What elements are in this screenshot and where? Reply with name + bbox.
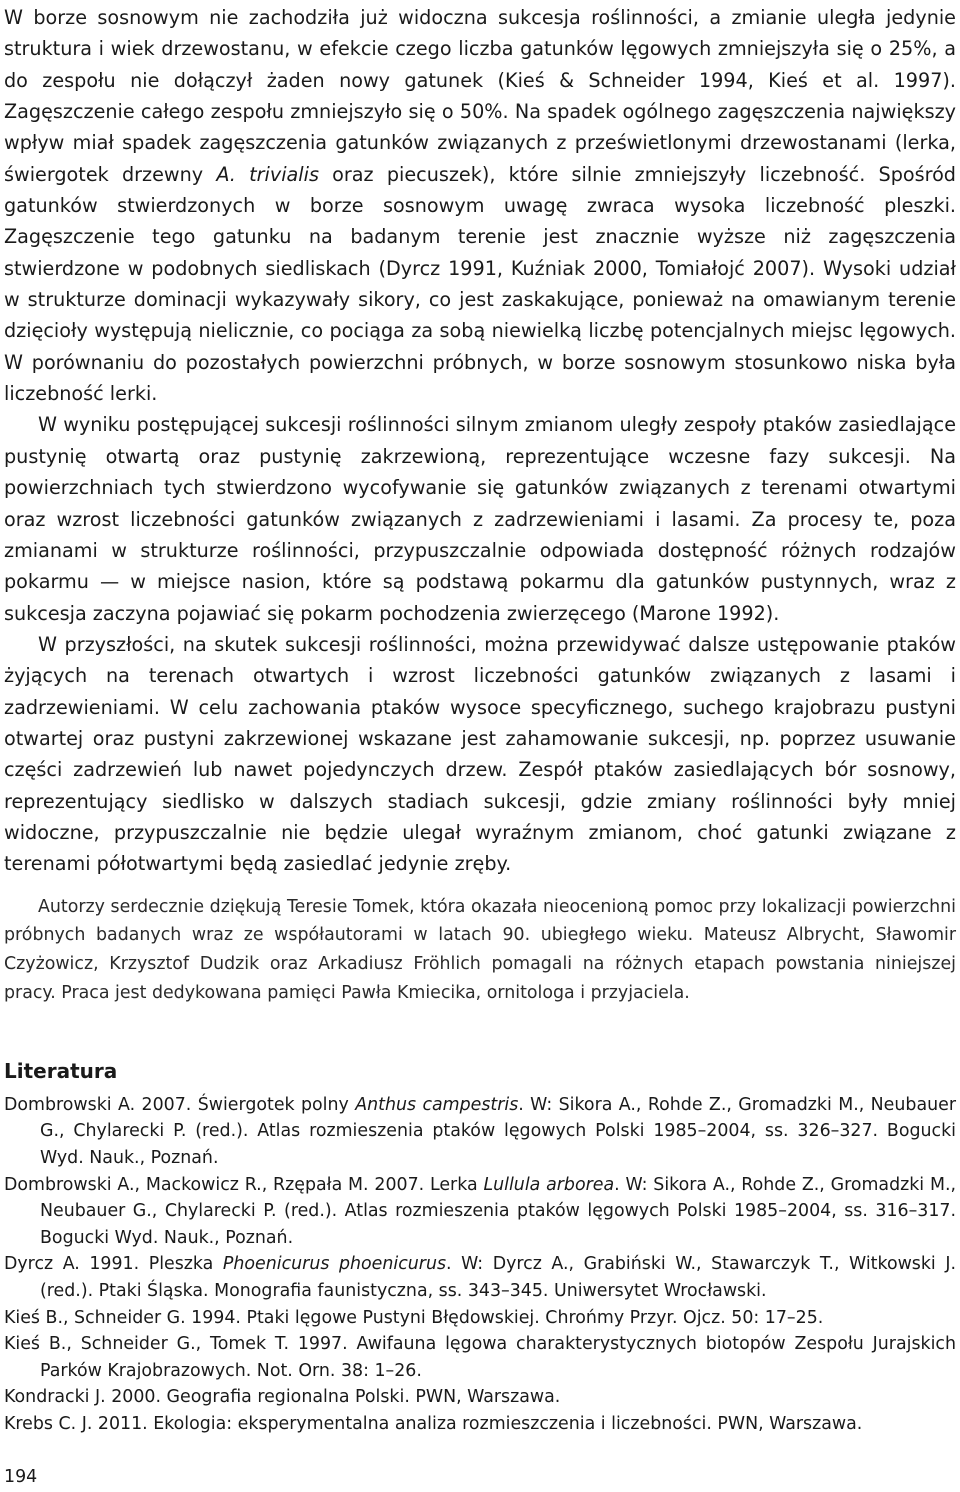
reference-text-rest: . W: Sikora A., Rohde Z., Gromadzki M., Neubauer G., Chylarecki P. (red.). Atlas rozmieszenia ptaków lęgowych Polski 1985–2004, ss. 316–317. Bogucki Wyd. Nauk., Poznań.: [40, 1174, 957, 1248]
reference-item: [4, 1331, 956, 1384]
reference-text: Krebs C. J. 2011. Ekologia: eksperymentalna analiza rozmieszczenia i liczebności. PWN, Warszawa.: [4, 1413, 863, 1434]
paragraph-1-continuation: oraz piecuszek), które silnie zmniejszyły liczebność. Spośród gatunków stwierdzonych w borze sosnowym uwagę zwraca wysoka liczebność pleszki. Zagęszczenie tego gatunku na badanym terenie jest znacznie wyższe niż zagęszczenia stwierdzone w podobnych siedliskach (Dyrcz 1991, Kuźniak 2000, Tomiałojć 2007). Wysoki udział w strukturze dominacji wykazywały sikory, co jest zaskakujące, ponieważ na omawianym terenie dzięcioły występują nielicznie, co pociąga za sobą niewielką liczbę potencjalnych miejsc lęgowych. W porównaniu do pozostałych powierzchni próbnych, w borze sosnowym stosunkowo niska była liczebność lerki.: [4, 162, 956, 406]
reference-text: Kieś B., Schneider G., Tomek T. 1997. Awifauna lęgowa charakterystycznych biotopów Zespołu Jurajskich Parków Krajobrazowych. Not. Orn. 38: 1–26.: [4, 1334, 956, 1381]
literature-heading: Literatura: [4, 1058, 118, 1083]
reference-item: [4, 1384, 956, 1411]
reference-text: Dombrowski A. 2007. Świergotek polny: [4, 1094, 356, 1115]
reference-text: Dyrcz A. 1991. Pleszka: [4, 1254, 223, 1275]
paragraph-2: W wyniku postępującej sukcesji roślinności silnym zmianom uległy zespoły ptaków zasiedlające pustynię otwartą oraz pustynię zakrzewioną, reprezentujące wczesne fazy sukcesji. Na powierzchniach tych stwierdzono wycofywanie się gatunków związanych z terenami otwartymi oraz wzrost liczebności gatunków związanych z zadrzewieniami i lasami. Za procesy te, poza zmianami w strukturze roślinności, przypuszczalnie odpowiada dostępność różnych rodzajów pokarmu — w miejsce nasion, które są podstawą pokarmu dla gatunków pustynnych, wraz z sukcesja zaczyna pojawiać się pokarm pochodzenia zwierzęcego (Marone 1992).: [4, 413, 956, 625]
reference-list: [4, 1092, 956, 1438]
paragraph-1: [4, 2, 956, 409]
reference-text: Kieś B., Schneider G. 1994. Ptaki lęgowe Pustyni Błędowskiej. Chrońmy Przyr. Ojcz. 50: 17–25.: [4, 1307, 824, 1328]
reference-italic: Phoenicurus phoenicurus: [222, 1254, 447, 1275]
body-text: [4, 2, 956, 880]
page-number: 194: [4, 1467, 38, 1487]
reference-item: [4, 1172, 956, 1252]
reference-italic: Lullula arborea: [483, 1174, 615, 1195]
document-page: [4, 0, 956, 1438]
species-name-italic: A. trivialis: [216, 162, 319, 186]
paragraph-3: W przyszłości, na skutek sukcesji roślinności, można przewidywać dalsze ustępowanie ptaków żyjących na terenach otwartych i wzrost liczebności gatunków związanych z lasami i zadrzewieniami. W celu zachowania ptaków wysoce specyficznego, suchego krajobrazu pustyni otwartej oraz pustyni zakrzewionej wskazane jest zahamowanie sukcesji, np. poprzez usuwanie części zadrzewień lub nawet pojedynczych drzew. Zespół ptaków zasiedlających bór sosnowy, reprezentujący siedlisko w dalszych stadiach sukcesji, gdzie zmiany roślinności były mniej widoczne, przypuszczalnie nie będzie ulegał wyraźnym zmianom, choć gatunki związane z terenami półotwartymi będą zasiedlać jedynie zręby.: [4, 632, 956, 876]
reference-italic: Anthus campestris: [355, 1094, 519, 1115]
reference-item: [4, 1251, 956, 1304]
paragraph-1-text: W borze sosnowym nie zachodziła już widoczna sukcesja roślinności, a zmianie uległa jedynie struktura i wiek drzewostanu, w efekcie czego liczba gatunków lęgowych zmniejszyła się o 25%, a do zespołu nie dołączył żaden nowy gatunek (Kieś & Schneider 1994, Kieś et al. 1997). Zagęszczenie całego zespołu zmniejszyło się o 50%. Na spadek ogólnego zagęszczenia największy wpływ miał spadek zagęszczenia gatunków związanych z prześwietlonymi drzewostanami (lerka, świergotek drzewny: [4, 6, 956, 186]
reference-text-rest: . W: Dyrcz A., Grabiński W., Stawarczyk T., Witkowski J. (red.). Ptaki Śląska. Monografia faunistyczna, ss. 343–345. Uniwersytet Wrocławski.: [40, 1254, 956, 1301]
acknowledgement: Autorzy serdecznie dziękują Teresie Tomek, która okazała nieocenioną pomoc przy lokalizacji powierzchni próbnych badanych wraz ze współautorami w latach 90. ubiegłego wieku. Mateusz Albrycht, Sławomir Czyżowicz, Krzysztof Dudzik oraz Arkadiusz Fröhlich pomagali na różnych etapach powstania niniejszej pracy. Praca jest dedykowana pamięci Pawła Kmiecika, ornitologa i przyjaciela.: [4, 896, 956, 1004]
reference-text: Dombrowski A., Mackowicz R., Rzępała M. 2007. Lerka: [4, 1174, 484, 1195]
reference-item: [4, 1305, 956, 1332]
reference-text: Kondracki J. 2000. Geografia regionalna Polski. PWN, Warszawa.: [4, 1387, 561, 1408]
reference-item: [4, 1092, 956, 1172]
reference-text-rest: . W: Sikora A., Rohde Z., Gromadzki M., Neubauer G., Chylarecki P. (red.). Atlas rozmieszenia ptaków lęgowych Polski 1985–2004, ss. 326–327. Bogucki Wyd. Nauk., Poznań.: [40, 1094, 956, 1168]
reference-item: [4, 1411, 956, 1438]
